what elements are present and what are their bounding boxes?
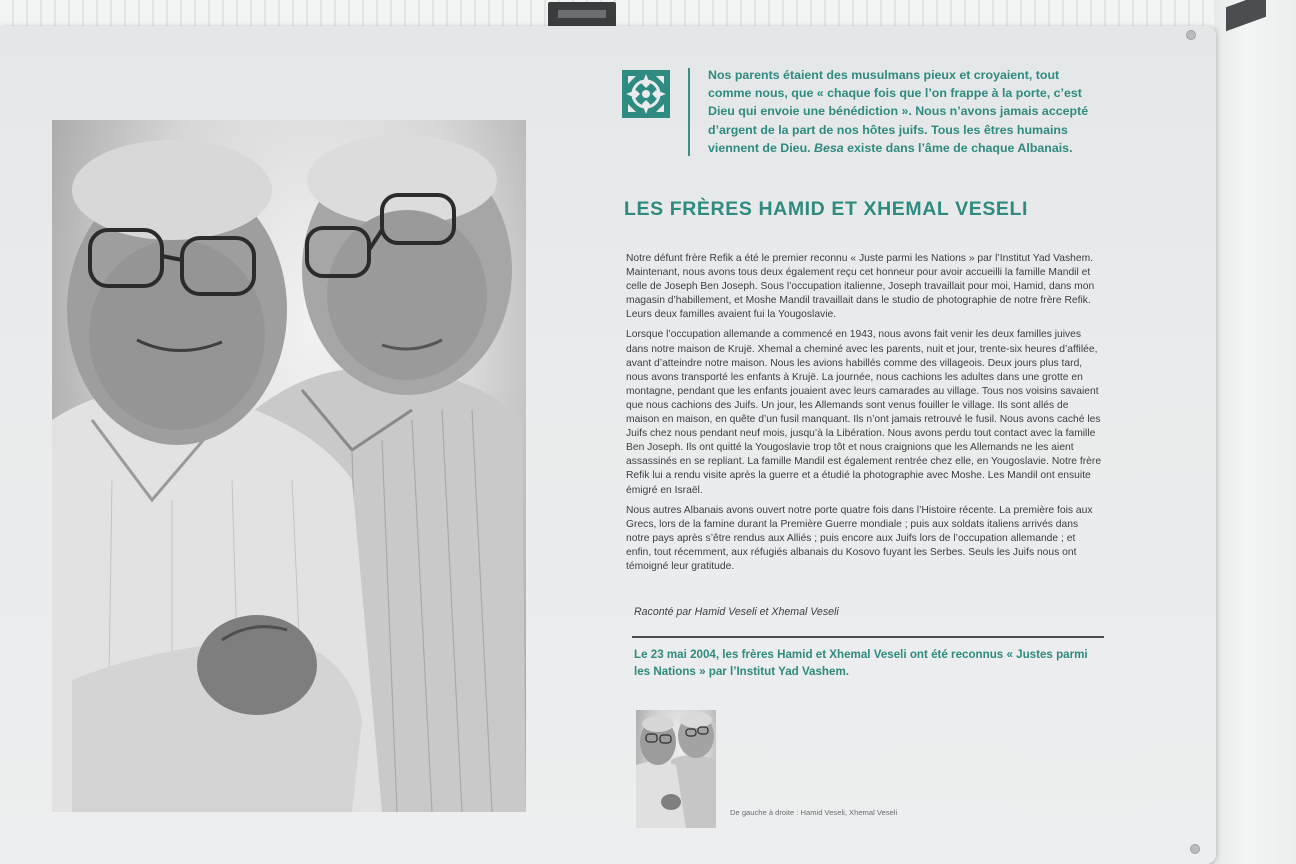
panel-title: LES FRÈRES HAMID ET XHEMAL VESELI: [624, 198, 1029, 220]
wall-right: [1214, 0, 1296, 864]
panel-screw: [1190, 844, 1200, 854]
quote-line: Nos parents étaient des musulmans pieux et croyaient, tout: [708, 68, 1060, 82]
story-paragraph: Nous autres Albanais avons ouvert notre porte quatre fois dans l’Histoire récente. La première fois aux Grecs, lors de la famine durant la Première Guerre mondiale ; puis aux soldats italiens arrivés dans notre pays après s’être rendus aux Alliés ; puis encore aux Juifs lors de l’occupation allemande ; et enfin, tout récemment, aux réfugiés albanais du Kosovo fuyant les Serbes. Seuls les Juifs nous ont témoigné leur gratitude.: [626, 504, 1093, 572]
quote-text: viennent de Dieu.: [708, 140, 815, 155]
recognition-statement: Le 23 mai 2004, les frères Hamid et Xhemal Veseli ont été reconnus « Justes parmi les Nations » par l’Institut Yad Vashem.: [634, 648, 1088, 678]
quote-line: d’argent de la part de nos hôtes juifs. Tous les êtres humains: [708, 122, 1068, 137]
photo-caption: De gauche à droite : Hamid Veseli, Xhemal Veseli: [730, 808, 898, 817]
panel-screw: [1186, 30, 1196, 40]
narrator-credit: Raconté par Hamid Veseli et Xhemal Veseli: [634, 606, 839, 618]
quote-line: [708, 139, 1118, 157]
quote-line: comme nous, que « chaque fois que l’on frappe à la porte, c’est: [708, 86, 1082, 101]
story-paragraph: Lorsque l’occupation allemande a commencé en 1943, nous avons fait venir les deux familles juives dans notre maison de Krujë. Xhemal a cheminé avec les parents, nuit et jour, trente-six heures d’affilée, avant d’atteindre notre maison. Nous les avions habillés comme des villageois. Deux jours plus tard, nous avons transporté les enfants à Krujë. La journée, nous cachions les adultes dans une grotte en montagne, pendant que les enfants jouaient avec leurs camarades au village. Tous nos voisins savaient que nous cachions des Juifs. Un jour, les Allemands sont venus fouiller le village. Ils sont allés de maison en maison, en quête d’un fusil manquant. Ils n’ont jamais retrouvé le fusil. Nous avons caché les Juifs chez nous pendant neuf mois, jusqu’à la Libération. Nous avons perdu tout contact avec la famille Ben Joseph. Ils ont quitté la Yougoslavie trop tôt et nous craignions que les Allemands ne les aient assassinés en se repliant. La famille Mandil est également rentrée chez elle, en Yougoslavie. Notre frère Refik lui a rendu visite après la guerre et a étudié la photographie avec Moshe. Les Mandil ont ensuite émigré en Israël.: [626, 329, 1102, 496]
quote-emphasis: Besa: [814, 140, 844, 155]
hanging-clip: [548, 2, 616, 28]
brothers-thumbnail-photo: [636, 710, 716, 828]
story-text: [626, 252, 1102, 580]
quote-text: existe dans l’âme de chaque Albanais.: [843, 140, 1073, 155]
section-divider: [632, 636, 1104, 638]
ornament-icon: [622, 70, 670, 118]
story-paragraph: Notre défunt frère Refik a été le premier reconnu « Juste parmi les Nations » par l’Institut Yad Vashem. Maintenant, nous avons tous deux également reçu cet honneur pour avoir accueilli la famille Mandil et celle de Joseph Ben Joseph. Sous l’occupation italienne, Joseph travaillait pour moi, Hamid, dans mon magasin d’habillement, et Moshe Mandil travaillait dans le studio de photographie de notre frère Refik. Leurs deux familles avaient fui la Yougoslavie.: [626, 253, 1095, 321]
brothers-portrait-photo: [52, 120, 526, 812]
quote-line: Dieu qui envoie une bénédiction ». Nous n’avons jamais accepté: [708, 104, 1089, 119]
quote-divider: [688, 68, 690, 156]
testimony-quote: [708, 66, 1118, 157]
